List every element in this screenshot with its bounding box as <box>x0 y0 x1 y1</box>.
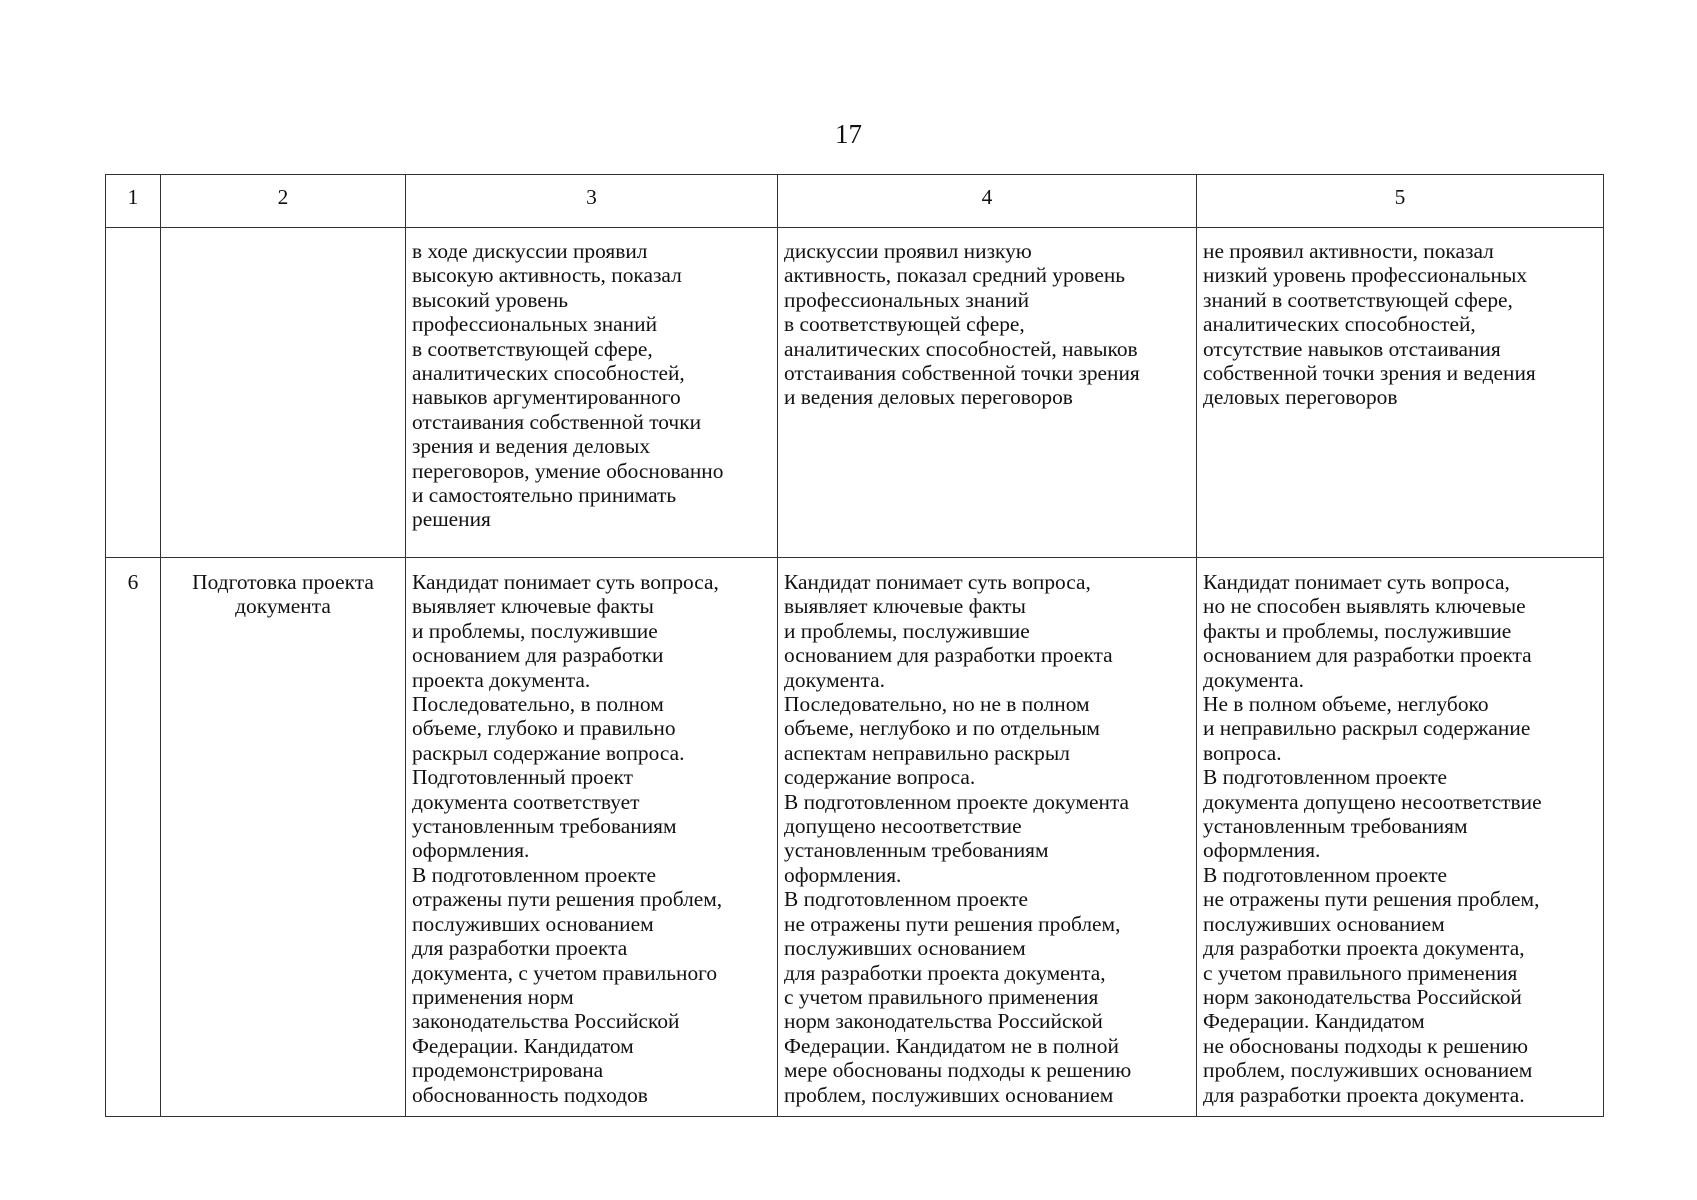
text-line: Последовательно, в полном <box>412 692 664 717</box>
column-header: 2 <box>161 175 406 228</box>
medium-level-cell <box>778 558 1197 1117</box>
page-number: 17 <box>835 119 862 149</box>
text-line: не обоснованы подходы к решению <box>1203 1033 1528 1058</box>
text-line: зрения и ведения деловых <box>412 434 651 459</box>
text-line: активность, показал средний уровень <box>784 263 1126 288</box>
row-number-cell <box>106 228 161 558</box>
text-line: для разработки проекта <box>412 936 628 961</box>
text-line: раскрыл содержание вопроса. <box>412 740 685 765</box>
text-line: содержание вопроса. <box>784 765 976 790</box>
low-level-cell <box>1197 228 1604 558</box>
text-line: послуживших основанием <box>412 911 654 936</box>
text-line: и проблемы, послужившие <box>412 618 658 643</box>
text-line: послуживших основанием <box>1203 911 1445 936</box>
text-line: норм законодательства Российской <box>1203 984 1522 1009</box>
text-line: и неправильно раскрыл содержание <box>1203 716 1531 741</box>
text-line: проблем, послуживших основанием <box>784 1082 1114 1107</box>
text-line: навыков аргументированного <box>412 385 681 410</box>
text-line: отражены пути решения проблем, <box>412 887 723 912</box>
text-line: вопроса. <box>1203 740 1282 765</box>
text-line: не проявил активности, показал <box>1203 239 1494 263</box>
text-line: в соответствующей сфере, <box>412 336 653 361</box>
text-line: не отражены пути решения проблем, <box>1203 887 1540 912</box>
text-line: законодательства Российской <box>412 1009 680 1034</box>
text-line: документа, с учетом правильного <box>412 960 718 985</box>
text-line: послуживших основанием <box>784 936 1026 961</box>
text-line: документа. <box>784 667 886 692</box>
text-line: для разработки проекта документа, <box>1203 936 1525 961</box>
text-line: аналитических способностей, <box>412 361 685 386</box>
text-line: Федерации. Кандидатом не в полной <box>784 1033 1119 1058</box>
text-line: Федерации. Кандидатом <box>1203 1009 1425 1034</box>
text-line: знаний в соответствующей сфере, <box>1203 287 1513 312</box>
text-line: и проблемы, послужившие <box>784 618 1030 643</box>
table-row <box>106 558 1604 1117</box>
text-line: деловых переговоров <box>1203 385 1398 410</box>
text-line: основанием для разработки проекта <box>784 643 1113 668</box>
text-line: основанием для разработки проекта <box>1203 643 1532 668</box>
criterion-cell <box>161 228 406 558</box>
text-line: оформления. <box>1203 838 1321 863</box>
text-line: В подготовленном проекте документа <box>784 789 1130 814</box>
text-line: норм законодательства Российской <box>784 1009 1103 1034</box>
text-line: Федерации. Кандидатом <box>412 1033 634 1058</box>
column-header: 4 <box>778 175 1197 228</box>
criterion-cell <box>161 558 406 1117</box>
text-line: профессиональных знаний <box>412 312 658 337</box>
text-line: высокую активность, показал <box>412 263 682 288</box>
text-line: проблем, послуживших основанием <box>1203 1058 1533 1083</box>
medium-level-cell <box>778 228 1197 558</box>
text-line: В подготовленном проекте <box>1203 765 1448 790</box>
text-line: обоснованность подходов <box>412 1082 648 1107</box>
text-line: объеме, глубоко и правильно <box>412 716 676 741</box>
text-line: установленным требованиям <box>1203 814 1468 839</box>
text-line: установленным требованиям <box>412 814 677 839</box>
text-line: переговоров, умение обоснованно <box>412 458 724 483</box>
text-line: аналитических способностей, навыков <box>784 336 1138 361</box>
text-line: Кандидат понимает суть вопроса, <box>1203 570 1510 594</box>
text-line: и самостоятельно принимать <box>412 483 677 508</box>
text-line: Подготовка проекта <box>192 570 374 594</box>
text-line: В подготовленном проекте <box>1203 862 1448 887</box>
text-line: Последовательно, но не в полном <box>784 692 1090 717</box>
text-line: В подготовленном проекте <box>784 887 1029 912</box>
text-line: решения <box>412 507 491 532</box>
column-header: 5 <box>1197 175 1604 228</box>
table-header-row <box>106 175 1604 228</box>
text-line: выявляет ключевые факты <box>412 594 654 619</box>
text-line: аналитических способностей, <box>1203 312 1476 337</box>
text-line: Кандидат понимает суть вопроса, <box>784 570 1091 594</box>
evaluation-table <box>105 174 1604 1117</box>
text-line: Подготовленный проект <box>412 765 633 790</box>
text-line: отстаивания собственной точки <box>412 409 702 434</box>
text-line: выявляет ключевые факты <box>784 594 1026 619</box>
text-line: аспектам неправильно раскрыл <box>784 740 1070 765</box>
low-level-cell <box>1197 558 1604 1117</box>
text-line: и ведения деловых переговоров <box>784 385 1073 410</box>
text-line: мере обоснованы подходы к решению <box>784 1058 1132 1083</box>
text-line: собственной точки зрения и ведения <box>1203 361 1536 386</box>
text-line: документа допущено несоответствие <box>1203 789 1542 814</box>
text-line: В подготовленном проекте <box>412 862 657 887</box>
text-line: основанием для разработки <box>412 643 664 668</box>
text-line: отсутствие навыков отстаивания <box>1203 336 1501 361</box>
table-row <box>106 228 1604 558</box>
text-line: Не в полном объеме, неглубоко <box>1203 692 1489 717</box>
text-line: но не способен выявлять ключевые <box>1203 594 1526 619</box>
text-line: установленным требованиям <box>784 838 1049 863</box>
text-line: профессиональных знаний <box>784 287 1030 312</box>
text-line: проекта документа. <box>412 667 591 692</box>
text-line: для разработки проекта документа. <box>1203 1082 1525 1107</box>
text-line: документа <box>235 594 331 619</box>
row-number-cell: 6 <box>106 558 161 1117</box>
text-line: с учетом правильного применения <box>784 984 1099 1009</box>
text-line: документа соответствует <box>412 789 640 814</box>
text-line: дискуссии проявил низкую <box>784 239 1032 263</box>
text-line: применения норм <box>412 984 574 1009</box>
text-line: низкий уровень профессиональных <box>1203 263 1528 288</box>
high-level-cell <box>406 228 778 558</box>
text-line: для разработки проекта документа, <box>784 960 1106 985</box>
text-line: допущено несоответствие <box>784 814 1022 839</box>
text-line: объеме, неглубоко и по отдельным <box>784 716 1100 741</box>
text-line: оформления. <box>784 862 902 887</box>
text-line: оформления. <box>412 838 530 863</box>
text-line: не отражены пути решения проблем, <box>784 911 1121 936</box>
column-header: 3 <box>406 175 778 228</box>
text-line: факты и проблемы, послужившие <box>1203 618 1512 643</box>
text-line: Кандидат понимает суть вопроса, <box>412 570 719 594</box>
text-line: в ходе дискуссии проявил <box>412 239 648 263</box>
text-line: высокий уровень <box>412 287 569 312</box>
text-line: с учетом правильного применения <box>1203 960 1518 985</box>
text-line: отстаивания собственной точки зрения <box>784 361 1140 386</box>
column-header: 1 <box>106 175 161 228</box>
text-line: документа. <box>1203 667 1305 692</box>
high-level-cell <box>406 558 778 1117</box>
text-line: продемонстрирована <box>412 1058 604 1083</box>
text-line: в соответствующей сфере, <box>784 312 1025 337</box>
